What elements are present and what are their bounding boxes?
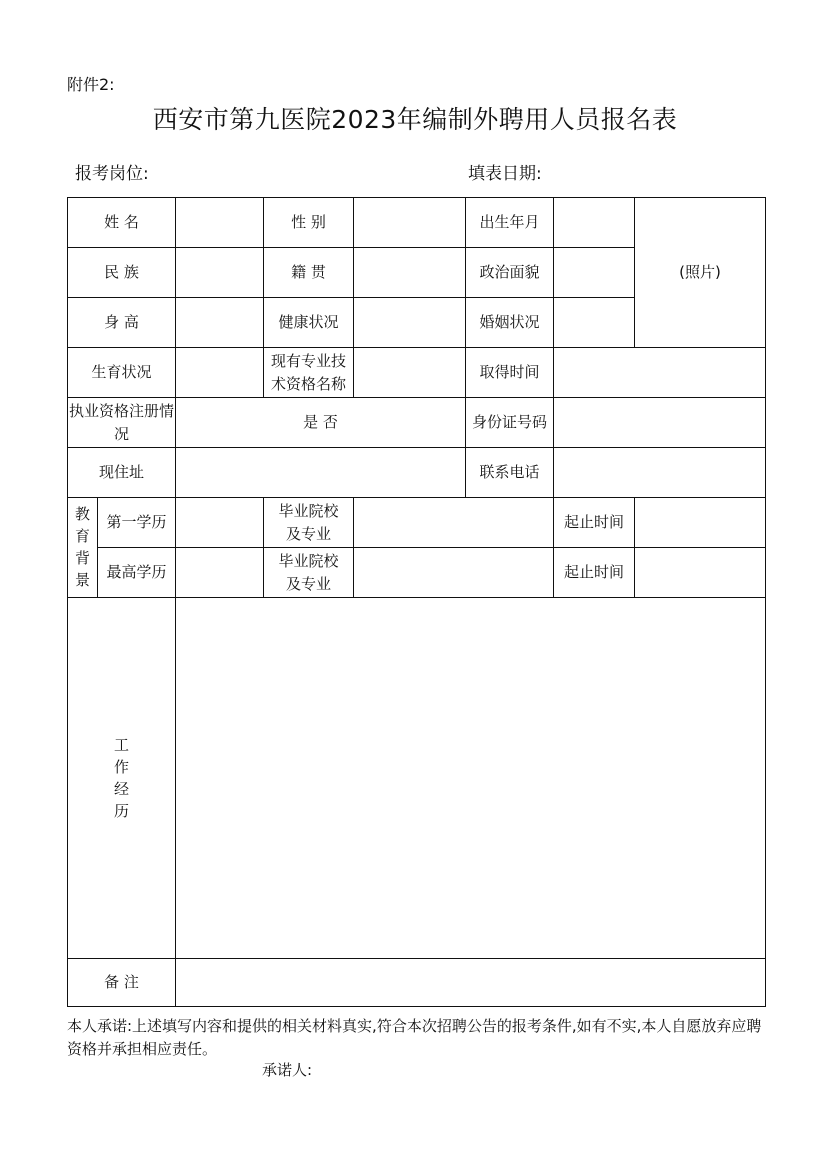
school-major-1-label: 毕业院校及专业 — [264, 498, 354, 548]
name-cell[interactable] — [176, 198, 264, 248]
table-row — [68, 548, 766, 598]
first-degree-cell[interactable] — [176, 498, 264, 548]
table-row — [68, 448, 766, 498]
education-background-text: 教育背景 — [74, 505, 90, 589]
form-title: 西安市第九医院2023年编制外聘用人员报名表 — [152, 105, 678, 134]
ethnicity-label: 民 族 — [68, 248, 176, 298]
school-major-2-label: 毕业院校及专业 — [264, 548, 354, 598]
practice-registration-label: 执业资格注册情况 — [68, 398, 176, 448]
id-number-label: 身份证号码 — [466, 398, 554, 448]
school-major-2-cell[interactable] — [354, 548, 554, 598]
health-cell[interactable] — [354, 298, 466, 348]
remarks-label: 备 注 — [68, 959, 176, 1007]
height-cell[interactable] — [176, 298, 264, 348]
name-label: 姓 名 — [68, 198, 176, 248]
first-degree-label: 第一学历 — [98, 498, 176, 548]
work-experience-text: 工作经历 — [113, 735, 129, 820]
school-major-1-cell[interactable] — [354, 498, 554, 548]
pledge-text: 本人承诺:上述填写内容和提供的相关材料真实,符合本次招聘公告的报考条件,如有不实,本人自愿放弃应聘资格并承担相应责任。 — [67, 1017, 762, 1058]
height-label: 身 高 — [68, 298, 176, 348]
native-place-cell[interactable] — [354, 248, 466, 298]
signer-label: 承诺人: — [262, 1061, 313, 1079]
gender-label: 性 别 — [264, 198, 354, 248]
marital-label: 婚姻状况 — [466, 298, 554, 348]
period-1-label: 起止时间 — [554, 498, 635, 548]
acquired-time-cell[interactable] — [554, 348, 766, 398]
highest-degree-label: 最高学历 — [98, 548, 176, 598]
acquired-time-label: 取得时间 — [466, 348, 554, 398]
period-1-cell[interactable] — [635, 498, 766, 548]
table-row — [68, 348, 766, 398]
work-experience-cell[interactable] — [176, 598, 766, 959]
highest-degree-cell[interactable] — [176, 548, 264, 598]
yes-no-options[interactable]: 是 否 — [176, 398, 466, 448]
native-place-label: 籍 贯 — [264, 248, 354, 298]
address-cell[interactable] — [176, 448, 466, 498]
position-label: 报考岗位: — [75, 164, 149, 184]
table-row — [68, 398, 766, 448]
fertility-cell[interactable] — [176, 348, 264, 398]
period-2-label: 起止时间 — [554, 548, 635, 598]
birth-label: 出生年月 — [466, 198, 554, 248]
political-status-label: 政治面貌 — [466, 248, 554, 298]
table-row — [68, 959, 766, 1007]
address-label: 现住址 — [68, 448, 176, 498]
phone-cell[interactable] — [554, 448, 766, 498]
fertility-label: 生育状况 — [68, 348, 176, 398]
remarks-cell[interactable] — [176, 959, 766, 1007]
attachment-label: 附件2: — [67, 75, 115, 94]
table-row — [68, 598, 766, 959]
period-2-cell[interactable] — [635, 548, 766, 598]
gender-cell[interactable] — [354, 198, 466, 248]
health-label: 健康状况 — [264, 298, 354, 348]
photo-cell[interactable]: (照片) — [635, 198, 766, 348]
political-status-cell[interactable] — [554, 248, 635, 298]
table-row — [68, 198, 766, 248]
work-experience-label — [68, 598, 176, 959]
date-label: 填表日期: — [468, 164, 542, 184]
qualification-name-cell[interactable] — [354, 348, 466, 398]
qualification-name-label: 现有专业技术资格名称 — [264, 348, 354, 398]
phone-label: 联系电话 — [466, 448, 554, 498]
registration-table — [67, 197, 766, 1007]
birth-cell[interactable] — [554, 198, 635, 248]
marital-cell[interactable] — [554, 298, 635, 348]
education-background-label — [68, 498, 98, 598]
ethnicity-cell[interactable] — [176, 248, 264, 298]
table-row — [68, 498, 766, 548]
id-number-cell[interactable] — [554, 398, 766, 448]
